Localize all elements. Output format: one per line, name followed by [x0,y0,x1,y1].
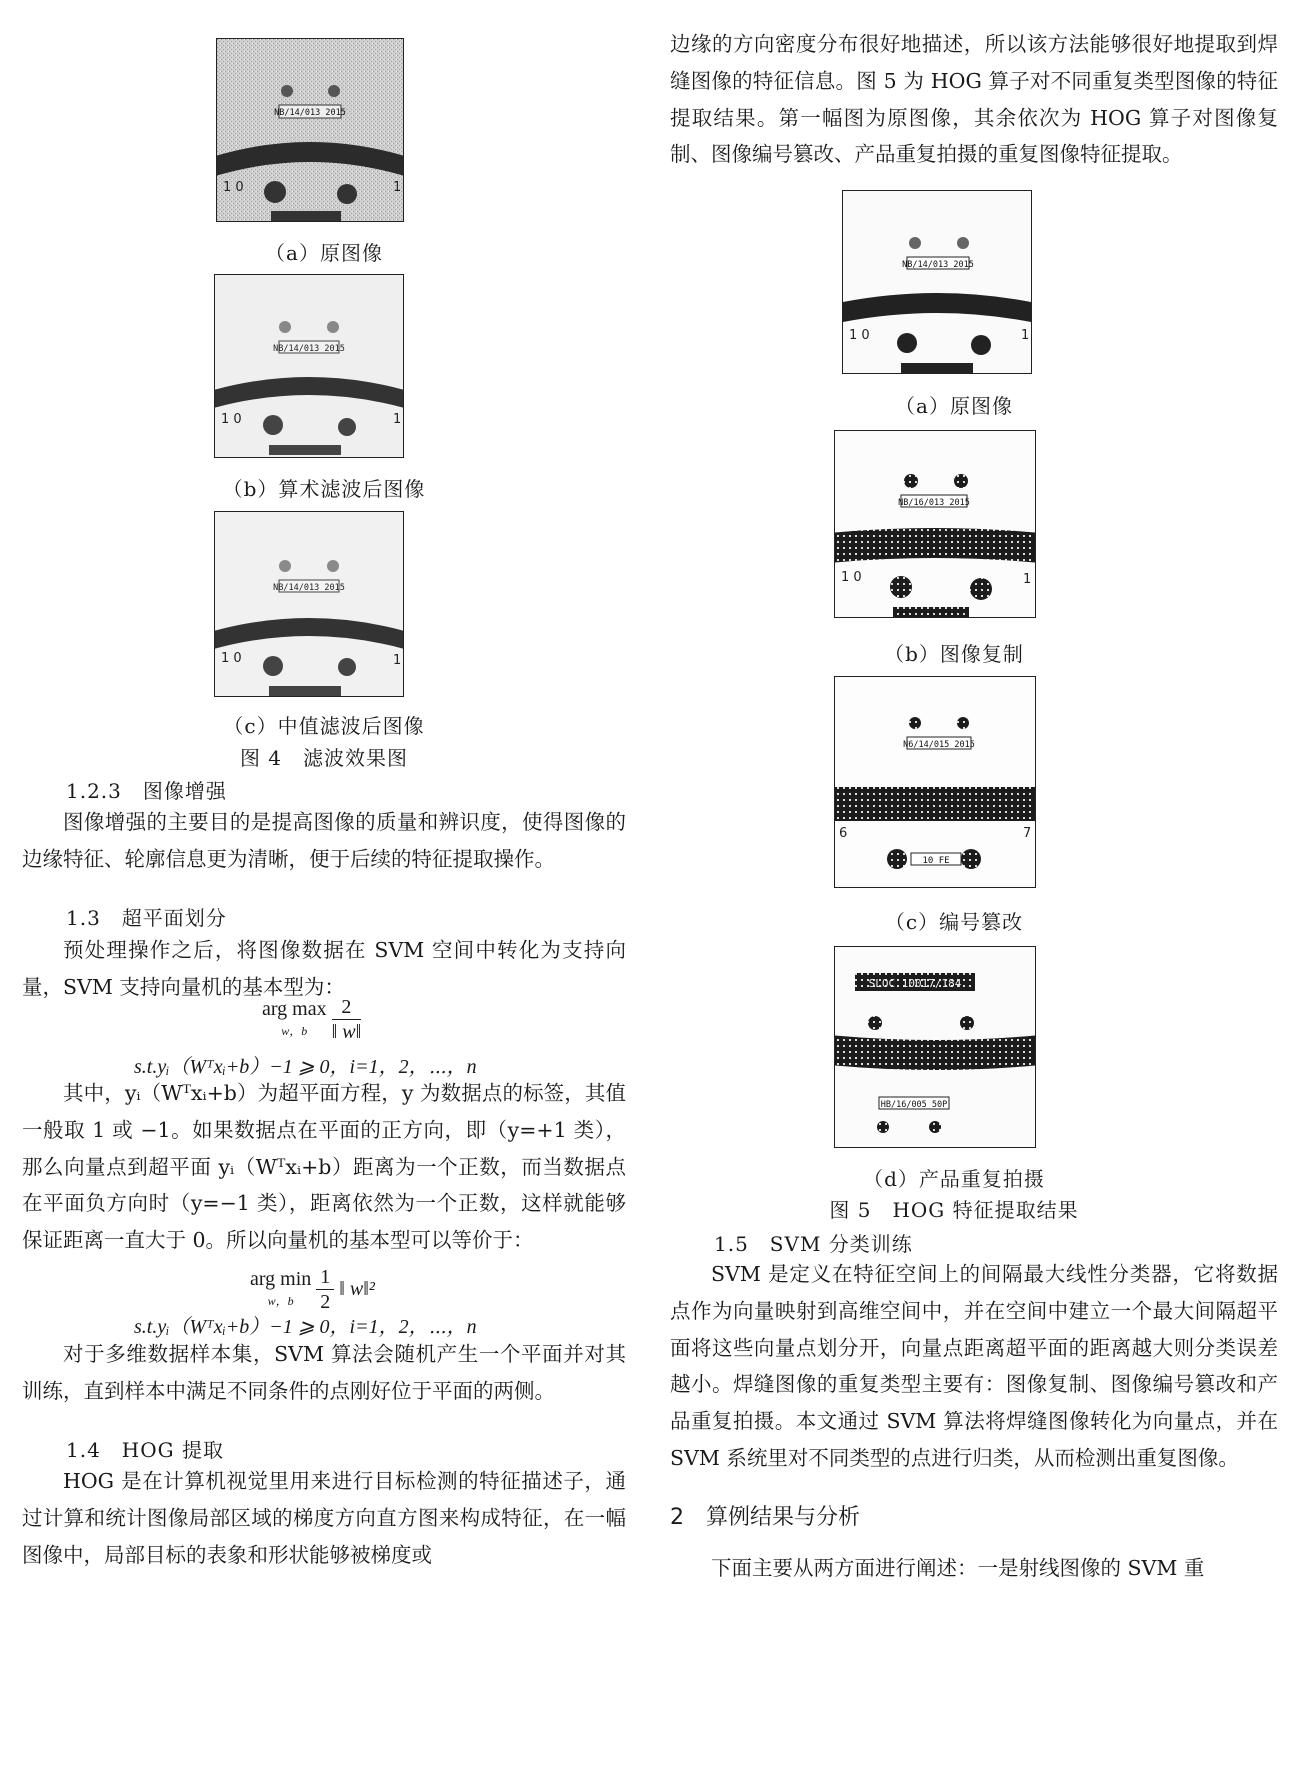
formula-2-subscript: w，b [267,1293,294,1308]
fig4-image-c [214,511,404,697]
fig4-mark-right-c: 1 [393,653,402,668]
formula-1-denominator: ‖ w‖ [331,1021,362,1043]
formula-2-denominator: 2 [320,1291,331,1313]
formula-2-numerator: 1 [316,1265,334,1290]
fig4-caption-a: （a）原图像 [265,241,383,265]
section-1-5-heading: 1.5 SVM 分类训练 [714,1232,913,1256]
section-1-3-heading: 1.3 超平面划分 [66,906,227,930]
fig5-plate-text-c: N6/14/015 2015 [903,740,975,750]
fig5-mark-left-a: 1 0 [849,328,870,343]
fig4-caption-b: （b）算术滤波后图像 [222,477,426,501]
section-1-3-paragraph-3: 对于多维数据样本集，SVM 算法会随机产生一个平面并对其训练，直到样本中满足不同条件的点刚好位于平面的两侧。 [22,1342,626,1403]
fig5-plate-text-a: NB/14/013 2015 [902,260,974,270]
fig5-image-b [834,430,1036,618]
formula-1-subscript: w，b [281,1023,308,1038]
fig5-plate-text-d-bottom: HB/16/005 50P [880,1100,948,1110]
fig5-mark-right-b: 1 [1023,572,1032,587]
section-1-3-paragraph-2: 其中，yᵢ（Wᵀxᵢ+b）为超平面方程，y 为数据点的标签，其值一般取 1 或 −1。如果数据点在平面的正方向，即（y=+1 类），那么向量点到超平面 yᵢ（Wᵀxᵢ+b）距离为一个正数，而当数据点在平面负方向时（y=−1 类），距离依然为一个正数，这样就能够保证距离一直大于 0。所以向量机的基本型可以等价于： [22,1081,626,1253]
fig4-image-a [216,38,404,222]
fig4-mark-left-b: 1 0 [221,412,242,427]
right-top-paragraph: 边缘的方向密度分布很好地描述，所以该方法能够很好地提取到焊缝图像的特征信息。图 5 为 HOG 算子对不同重复类型图像的特征提取结果。第一幅图为原图像，其余依次为 HOG 算子对图像复制、图像编号篡改、产品重复拍摄的重复图像特征提取。 [670,32,1278,167]
fig5-mark-left-b: 1 0 [841,570,862,585]
fig5-image-d [834,946,1036,1148]
formula-2-operator: arg min [250,1267,312,1290]
fig4-plate-text-c: NB/14/013 2015 [273,583,345,593]
section-1-4-heading: 1.4 HOG 提取 [66,1438,224,1462]
section-2-paragraph: 下面主要从两方面进行阐述：一是射线图像的 SVM 重 [711,1556,1205,1580]
section-1-3-paragraph-1: 预处理操作之后，将图像数据在 SVM 空间中转化为支持向量，SVM 支持向量机的基本型为： [22,938,626,999]
formula-1-numerator: 2 [332,995,362,1020]
formula-1 [262,995,361,1044]
fig5-mark-right-c: 7 [1023,826,1032,841]
fig5-title: 图 5 HOG 特征提取结果 [829,1198,1079,1222]
formula-2-constraint: s.t.yᵢ（Wᵀxᵢ+b）−1 ⩾ 0，i=1，2，⋯，n [134,1316,477,1338]
formula-1-constraint: s.t.yᵢ（Wᵀxᵢ+b）−1 ⩾ 0，i=1，2，⋯，n [134,1056,477,1078]
fig4-mark-left-c: 1 0 [221,651,242,666]
fig5-caption-a: （a）原图像 [895,394,1013,418]
fig4-caption-c: （c）中值滤波后图像 [223,714,425,738]
fig5-caption-c: （c）编号篡改 [884,910,1024,934]
fig4-plate-text-b: NB/14/013 2015 [273,344,345,354]
fig5-tag-c: 10 FE [922,856,950,866]
section-1-5-paragraph: SVM 是定义在特征空间上的间隔最大线性分类器，它将数据点作为向量映射到高维空间中，并在空间中建立一个最大间隔超平面将这些向量点划分开，向量点距离超平面的距离越大则分类误差越小。焊缝图像的重复类型主要有：图像复制、图像编号篡改和产品重复拍摄。本文通过 SVM 算法将焊缝图像转化为向量点，并在 SVM 系统里对不同类型的点进行归类，从而检测出重复图像。 [670,1262,1278,1470]
fig4-title: 图 4 滤波效果图 [239,746,409,770]
formula-1-operator: arg max [262,997,327,1020]
fig5-mark-left-c: 6 [839,826,848,841]
section-2-heading: 2 算例结果与分析 [670,1505,860,1530]
section-1-2-3-paragraph: 图像增强的主要目的是提高图像的质量和辨识度，使得图像的边缘特征、轮廓信息更为清晰，便于后续的特征提取操作。 [22,810,626,871]
fig4-mark-right-b: 1 [393,412,402,427]
fig5-image-a [842,190,1032,374]
fig4-image-b [214,274,404,458]
fig5-image-c [834,676,1036,888]
fig5-mark-right-a: 1 [1021,328,1030,343]
fig4-mark-left-a: 1 0 [223,180,244,195]
formula-2 [250,1265,375,1314]
fig4-mark-right-a: 1 [393,180,402,195]
fig5-caption-b: （b）图像复制 [884,642,1024,666]
formula-2-tail: ‖ w‖² [339,1278,375,1300]
section-1-4-paragraph: HOG 是在计算机视觉里用来进行目标检测的特征描述子，通过计算和统计图像局部区域的梯度方向直方图来构成特征，在一幅图像中，局部目标的表象和形状能够被梯度或 [22,1469,626,1567]
fig5-plate-text-d-top: SLOC 10017/184 [868,977,962,990]
fig4-plate-text-a: NB/14/013 2015 [274,108,346,118]
section-1-2-3-heading: 1.2.3 图像增强 [66,779,227,803]
fig5-caption-d: （d）产品重复拍摄 [863,1167,1045,1191]
fig5-plate-text-b: NB/16/013 2015 [898,498,970,508]
